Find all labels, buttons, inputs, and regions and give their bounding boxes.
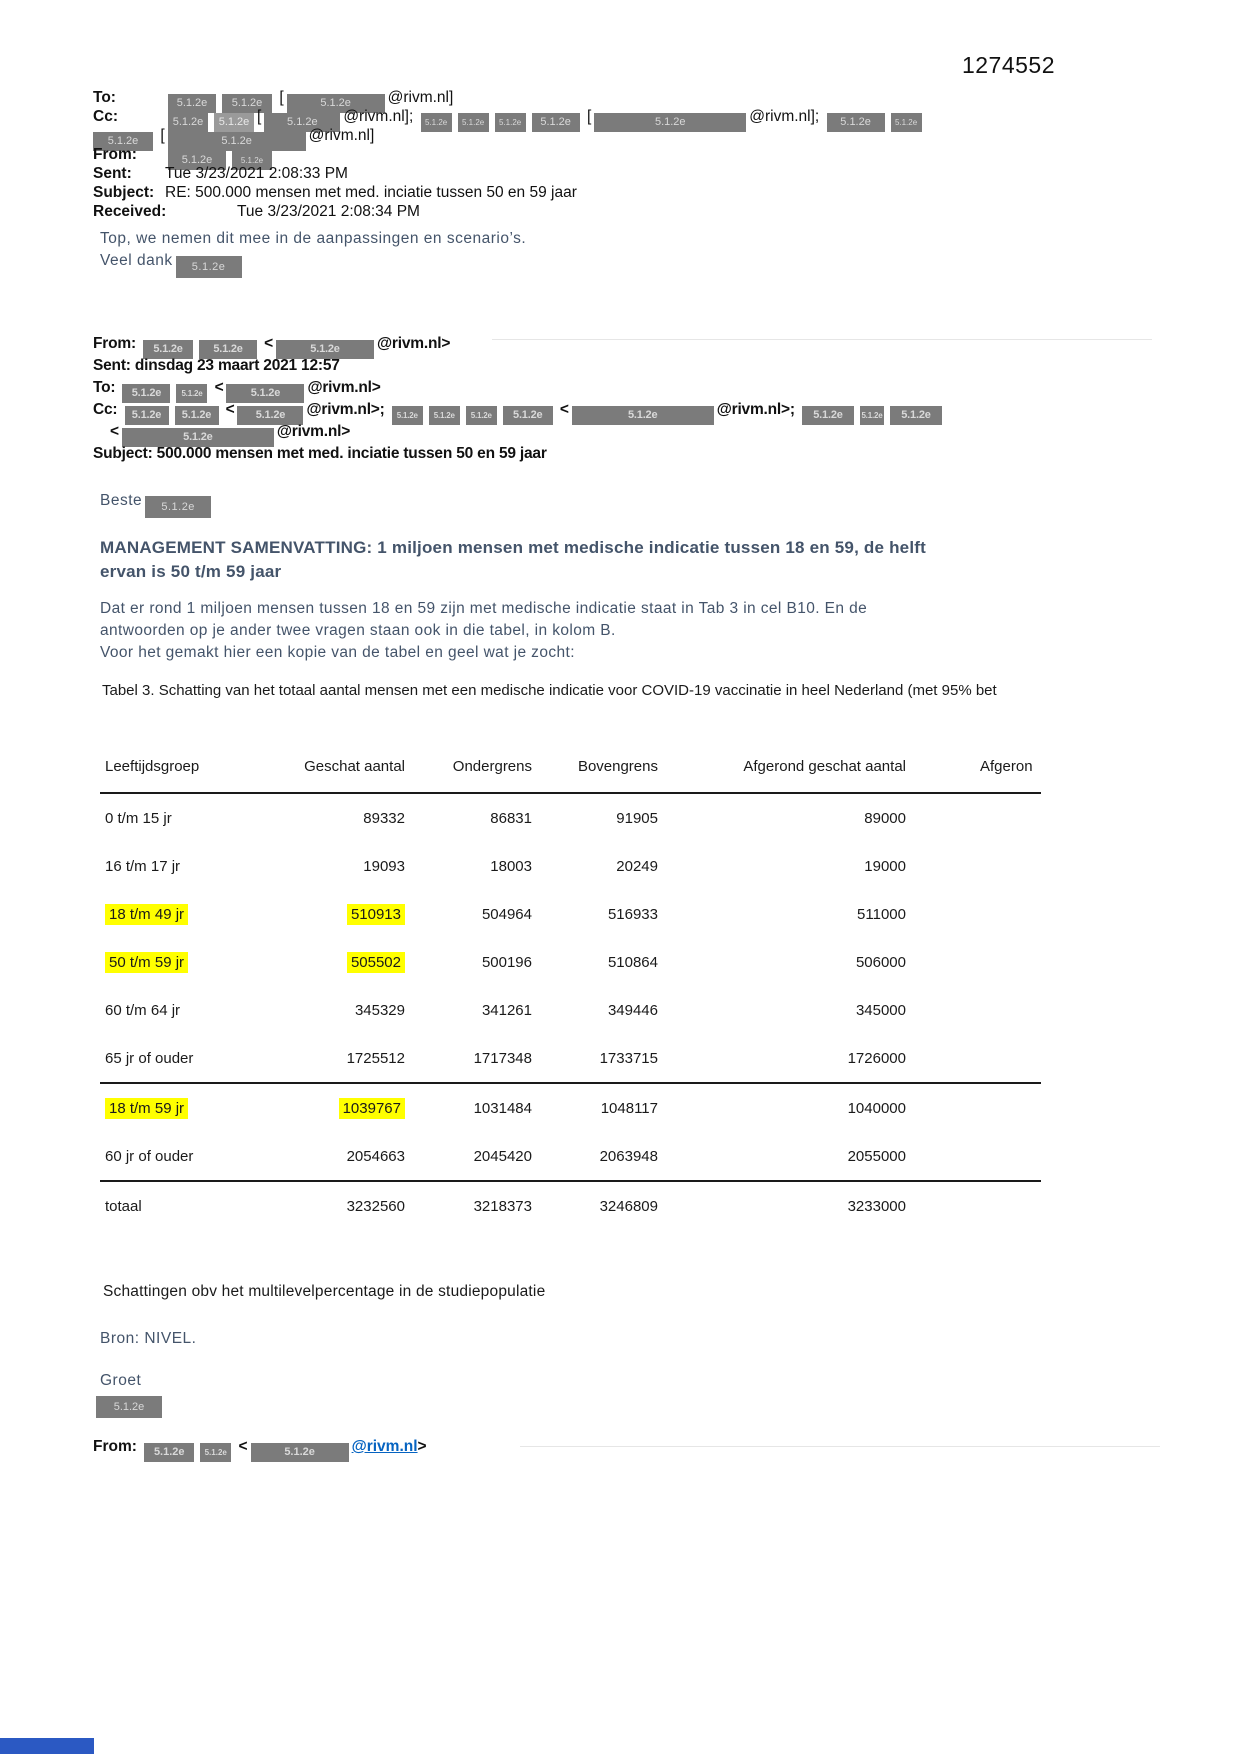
table-wrapper [100, 744, 1041, 1230]
subject-value: 500.000 mensen met med. inciatie tussen 50 en 59 jaar [156, 445, 547, 462]
quoted-from-line [93, 333, 1193, 355]
divider-line [520, 1446, 1160, 1447]
redaction-box: 5.1.2e [125, 406, 169, 425]
from-label: From: [93, 1438, 137, 1455]
column-header-bovengrens: Bovengrens [532, 744, 658, 793]
table-cell: 1726000 [847, 1049, 906, 1067]
redaction-box: 5.1.2e [122, 384, 170, 403]
table-cell: 1039767 [300, 1083, 405, 1132]
redaction-box: 5.1.2e [96, 1396, 162, 1418]
signoff-text: Groet [100, 1372, 142, 1389]
table-cell [906, 1132, 1041, 1181]
header-received-line [93, 202, 1153, 221]
thanks-text: Veel dank [100, 252, 173, 269]
redaction-box: 5.1.2e [890, 406, 942, 425]
header-subject-line [93, 183, 1153, 202]
table-cell [906, 1034, 1041, 1083]
table-cell: totaal [100, 1181, 300, 1230]
quoted-header-block [93, 333, 1193, 465]
table-cell: 3232560 [300, 1181, 405, 1230]
rivm-email-link[interactable]: @rivm.nl [351, 1438, 418, 1455]
table-cell: 510864 [607, 953, 658, 971]
table-row [100, 986, 1041, 1034]
table-cell [906, 938, 1041, 986]
redaction-box: 5.1.2e [168, 132, 306, 151]
greeting-text: Beste [100, 492, 143, 509]
domain-text: @rivm.nl]; [749, 108, 820, 125]
redaction-box: 5.1.2e [860, 406, 884, 425]
table-cell: 19093 [363, 857, 405, 875]
to-label: To: [93, 379, 116, 396]
redaction-box: 5.1.2e [572, 406, 714, 425]
redaction-box: 5.1.2e [145, 496, 211, 518]
angle-bracket: < [225, 401, 235, 418]
domain-text: @rivm.nl> [276, 423, 351, 440]
table-row [100, 890, 1041, 938]
redaction-box: 5.1.2e [287, 94, 385, 113]
greeting-line [100, 492, 214, 518]
management-summary-heading [100, 536, 1100, 584]
table-cell: 19000 [864, 857, 906, 875]
table-cell: 500196 [481, 953, 532, 971]
redaction-box: 5.1.2e [176, 384, 207, 403]
redaction-box: 5.1.2e [392, 406, 423, 425]
table-cell: 2045420 [473, 1147, 532, 1165]
angle-bracket: < [238, 1438, 248, 1455]
cc-label: Cc: [93, 401, 118, 418]
table-cell: 510913 [300, 890, 405, 938]
header-to-line [93, 88, 1153, 107]
redaction-box: 5.1.2e [891, 113, 922, 132]
redaction-box: 5.1.2e [232, 151, 272, 170]
quoted-to-line [93, 377, 1193, 399]
angle-bracket: < [559, 401, 569, 418]
estimates-table [100, 744, 1041, 1230]
paragraph-line-3: Voor het gemakt hier een kopie van de tabel en geel wat je zocht: [100, 644, 575, 661]
redaction-box: 5.1.2e [93, 132, 153, 151]
redaction-box: 5.1.2e [168, 113, 208, 132]
sent-value: Tue 3/23/2021 2:08:33 PM [165, 165, 348, 182]
column-header-afgerond-cut: Afgeron [906, 744, 1041, 793]
header-from-line [93, 145, 1153, 164]
page-corner-bar [0, 1738, 94, 1754]
table-cell: 60 jr of ouder [105, 1147, 194, 1165]
column-header-ondergrens: Ondergrens [405, 744, 532, 793]
table-row [100, 793, 1041, 842]
body-paragraph [100, 598, 1100, 664]
table-cell: 3233000 [658, 1181, 906, 1230]
redaction-box: 5.1.2e [226, 384, 304, 403]
bracket: [ [279, 89, 284, 106]
table-row [100, 842, 1041, 890]
domain-text: @rivm.nl] [308, 127, 375, 144]
redaction-box: 5.1.2e [802, 406, 854, 425]
email-header-block [93, 88, 1153, 221]
redaction-box: 5.1.2e [503, 406, 553, 425]
redaction-box: 5.1.2e [532, 113, 580, 132]
table-cell [906, 986, 1041, 1034]
paragraph-line-1: Dat er rond 1 miljoen mensen tussen 18 en 59 zijn met medische indicatie staat in Tab 3 in cel B10. En de [100, 600, 868, 617]
table-cell [906, 1083, 1041, 1132]
table-cell: 18 t/m 49 jr [100, 890, 300, 938]
redaction-box: 5.1.2e [222, 94, 272, 113]
angle-bracket: < [264, 335, 273, 352]
table-cell: 60 t/m 64 jr [105, 1001, 181, 1019]
table-cell: 349446 [607, 1001, 658, 1019]
reply-thanks-line [100, 252, 245, 278]
redaction-box: 5.1.2e [458, 113, 489, 132]
column-header-leeftijdsgroep: Leeftijdsgroep [100, 744, 300, 793]
table-cell: 20249 [616, 857, 658, 875]
domain-text: @rivm.nl>; [716, 401, 795, 418]
subject-value: RE: 500.000 mensen met med. inciatie tussen 50 en 59 jaar [165, 184, 577, 201]
table-cell: 2055000 [847, 1147, 906, 1165]
angle-bracket: < [110, 423, 119, 440]
redaction-box: 5.1.2e [276, 340, 374, 359]
table-cell: 18 t/m 59 jr [100, 1083, 300, 1132]
table-cell: 2063948 [599, 1147, 658, 1165]
header-sent-line [93, 164, 1153, 183]
table-cell: 89000 [864, 809, 906, 827]
table-row [100, 1132, 1041, 1181]
bracket: [ [257, 108, 262, 125]
table-cell: 345000 [855, 1001, 906, 1019]
source-line: Bron: NIVEL. [100, 1330, 197, 1347]
table-cell: 91905 [616, 809, 658, 827]
domain-text: @rivm.nl>; [306, 401, 385, 418]
table-cell: 505502 [300, 938, 405, 986]
table-cell [906, 793, 1041, 842]
bottom-from-line [93, 1438, 427, 1462]
table-cell: 1040000 [658, 1083, 906, 1132]
received-label: Received: [93, 203, 167, 220]
angle-bracket: < [214, 379, 224, 396]
domain-text: @rivm.nl] [387, 89, 454, 106]
redaction-box: 5.1.2e [214, 113, 254, 132]
table-cell: 86831 [490, 809, 532, 827]
quoted-cc-line-1 [93, 399, 1193, 421]
table-cell: 1717348 [473, 1049, 532, 1067]
column-header-afgerond-geschat-aantal: Afgerond geschat aantal [658, 744, 906, 793]
domain-text: @rivm.nl> [307, 379, 381, 396]
table-cell: 1031484 [405, 1083, 532, 1132]
heading-line-1: MANAGEMENT SAMENVATTING: 1 miljoen mensen met medische indicatie tussen 18 en 59, de helft [100, 538, 926, 557]
table-note: Schattingen obv het multilevelpercentage in de studiepopulatie [103, 1283, 546, 1300]
table-cell [906, 890, 1041, 938]
subject-label: Subject: [93, 445, 153, 462]
table-cell: 89332 [363, 809, 405, 827]
table-cell: 50 t/m 59 jr [100, 938, 300, 986]
redaction-box: 5.1.2e [495, 113, 526, 132]
table-row [100, 938, 1041, 986]
redaction-box: 5.1.2e [144, 1443, 194, 1462]
redaction-box: 5.1.2e [168, 94, 216, 113]
bracket: [ [160, 127, 165, 144]
quoted-subject-line [93, 443, 1193, 465]
table-cell: 3218373 [405, 1181, 532, 1230]
table-cell: 16 t/m 17 jr [105, 857, 181, 875]
table-cell: 2054663 [346, 1147, 405, 1165]
table-cell [906, 1181, 1041, 1230]
table-cell: 65 jr of ouder [105, 1049, 194, 1067]
table-row [100, 1083, 1041, 1132]
redaction-box: 5.1.2e [122, 428, 274, 447]
table-caption: Tabel 3. Schatting van het totaal aantal mensen met een medische indicatie voor COVID-19 vaccinatie in heel Nederland (met 95% bet [102, 682, 997, 699]
table-cell [906, 842, 1041, 890]
table-cell: 3246809 [532, 1181, 658, 1230]
table-cell: 516933 [607, 905, 658, 923]
redaction-box: 5.1.2e [466, 406, 497, 425]
redaction-box: 5.1.2e [237, 406, 303, 425]
redaction-box: 5.1.2e [143, 340, 193, 359]
table-cell: 0 t/m 15 jr [105, 809, 172, 827]
to-label: To: [93, 89, 116, 106]
redaction-box: 5.1.2e [594, 113, 746, 132]
from-label: From: [93, 146, 137, 163]
table-cell: 341261 [481, 1001, 532, 1019]
table-header-row [100, 744, 1041, 793]
column-header-geschat-aantal: Geschat aantal [300, 744, 405, 793]
redaction-box: 5.1.2e [175, 406, 219, 425]
heading-line-2: ervan is 50 t/m 59 jaar [100, 562, 282, 581]
bracket: [ [586, 108, 592, 125]
cc-label: Cc: [93, 108, 118, 125]
reply-line-1: Top, we nemen dit mee in de aanpassingen en scenario’s. [100, 230, 527, 247]
redaction-box: 5.1.2e [429, 406, 460, 425]
redaction-box: 5.1.2e [264, 113, 340, 132]
redaction-box: 5.1.2e [827, 113, 885, 132]
redaction-box: 5.1.2e [421, 113, 452, 132]
redaction-box: 5.1.2e [199, 340, 257, 359]
table-row [100, 1181, 1041, 1230]
signature-redaction [96, 1392, 162, 1418]
table-cell: 511000 [857, 905, 906, 923]
table-cell: 1733715 [599, 1049, 658, 1067]
quoted-sent-line [93, 355, 1193, 377]
table-cell: 504964 [481, 905, 532, 923]
table-cell: 18003 [490, 857, 532, 875]
sent-label: Sent: [93, 357, 131, 374]
table-cell: 345329 [354, 1001, 405, 1019]
paragraph-line-2: antwoorden op je ander twee vragen staan ook in die tabel, in kolom B. [100, 622, 616, 639]
table-cell: 1725512 [346, 1049, 405, 1067]
subject-label: Subject: [93, 184, 155, 201]
table-cell: 506000 [855, 953, 906, 971]
redaction-box: 5.1.2e [176, 256, 242, 278]
document-number: 1274552 [961, 52, 1055, 78]
redaction-box: 5.1.2e [200, 1443, 231, 1462]
table-cell: 1048117 [532, 1083, 658, 1132]
domain-text: @rivm.nl> [377, 335, 451, 352]
sent-label: Sent: [93, 165, 132, 182]
from-label: From: [93, 335, 136, 352]
domain-text: @rivm.nl]; [343, 108, 414, 125]
sent-value: dinsdag 23 maart 2021 12:57 [134, 357, 340, 374]
table-row [100, 1034, 1041, 1083]
header-cc-line-1 [93, 107, 1153, 126]
received-value: Tue 3/23/2021 2:08:34 PM [237, 203, 420, 220]
redaction-box: 5.1.2e [168, 151, 226, 170]
angle-bracket: > [417, 1438, 427, 1455]
redaction-box: 5.1.2e [251, 1443, 349, 1462]
